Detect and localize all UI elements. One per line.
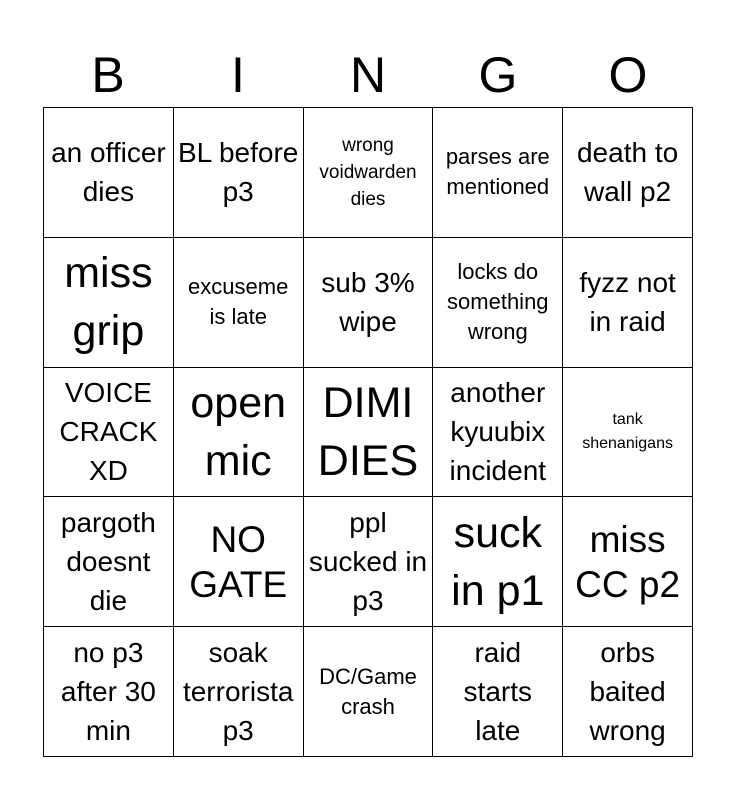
bingo-cell-text: sub 3% wipe (321, 267, 415, 338)
bingo-cell[interactable] (563, 497, 693, 627)
bingo-cell[interactable] (304, 238, 434, 368)
bingo-cell-text: fyzz not in raid (579, 267, 676, 338)
bingo-header (43, 44, 693, 106)
bingo-cell[interactable] (563, 108, 693, 238)
bingo-cell[interactable] (174, 368, 304, 498)
bingo-cell[interactable] (563, 368, 693, 498)
bingo-cell[interactable] (304, 497, 434, 627)
bingo-cell-text: VOICE CRACK XD (59, 377, 158, 487)
header-letter-g: G (478, 47, 518, 103)
bingo-cell-text: DIMI DIES (317, 378, 419, 485)
bingo-board (43, 107, 693, 757)
bingo-cell[interactable] (304, 108, 434, 238)
bingo-cell[interactable] (44, 108, 174, 238)
bingo-cell[interactable] (44, 368, 174, 498)
bingo-cell-text: no p3 after 30 min (60, 637, 156, 747)
bingo-cell-text: NO GATE (189, 518, 288, 605)
bingo-cell[interactable] (304, 368, 434, 498)
bingo-cell-text: ppl sucked in p3 (308, 507, 428, 617)
bingo-cell[interactable] (44, 238, 174, 368)
bingo-cell[interactable] (174, 238, 304, 368)
bingo-cell-text: raid starts late (463, 637, 533, 747)
header-letter-i: I (231, 47, 245, 103)
bingo-cell-text: wrong voidwarden dies (319, 134, 417, 210)
bingo-cell-text: BL before p3 (178, 137, 299, 208)
bingo-cell[interactable] (44, 627, 174, 757)
bingo-cell[interactable] (44, 497, 174, 627)
bingo-cell-text: an officer dies (51, 137, 166, 208)
bingo-cell[interactable] (433, 627, 563, 757)
bingo-cell-text: tank shenanigans (582, 410, 673, 452)
bingo-cell-text: suck in p1 (451, 508, 545, 615)
bingo-cell-text: another kyuubix incident (449, 377, 547, 487)
bingo-cell-text: miss grip (64, 249, 153, 356)
bingo-cell[interactable] (433, 497, 563, 627)
bingo-cell[interactable] (174, 627, 304, 757)
bingo-cell-text: locks do something wrong (447, 259, 549, 345)
bingo-cell[interactable] (433, 238, 563, 368)
bingo-cell[interactable] (433, 368, 563, 498)
bingo-cell-text: orbs baited wrong (589, 637, 666, 747)
bingo-cell[interactable] (433, 108, 563, 238)
bingo-cell-text: death to wall p2 (576, 137, 679, 208)
bingo-cell[interactable] (174, 108, 304, 238)
bingo-cell-text: open mic (190, 378, 287, 485)
bingo-cell-text: excuseme is late (188, 274, 289, 330)
bingo-cell[interactable] (174, 497, 304, 627)
bingo-cell-text: pargoth doesnt die (60, 507, 156, 617)
bingo-cell[interactable] (563, 627, 693, 757)
bingo-cell[interactable] (563, 238, 693, 368)
bingo-cell-text: DC/Game crash (319, 663, 417, 719)
header-letter-b: B (91, 47, 125, 103)
bingo-cell-text: parses are mentioned (445, 144, 550, 200)
header-letter-o: O (608, 47, 648, 103)
header-letter-n: N (349, 47, 387, 103)
bingo-cell[interactable] (304, 627, 434, 757)
bingo-cell-text: miss CC p2 (575, 518, 681, 605)
bingo-cell-text: soak terrorista p3 (182, 637, 294, 747)
